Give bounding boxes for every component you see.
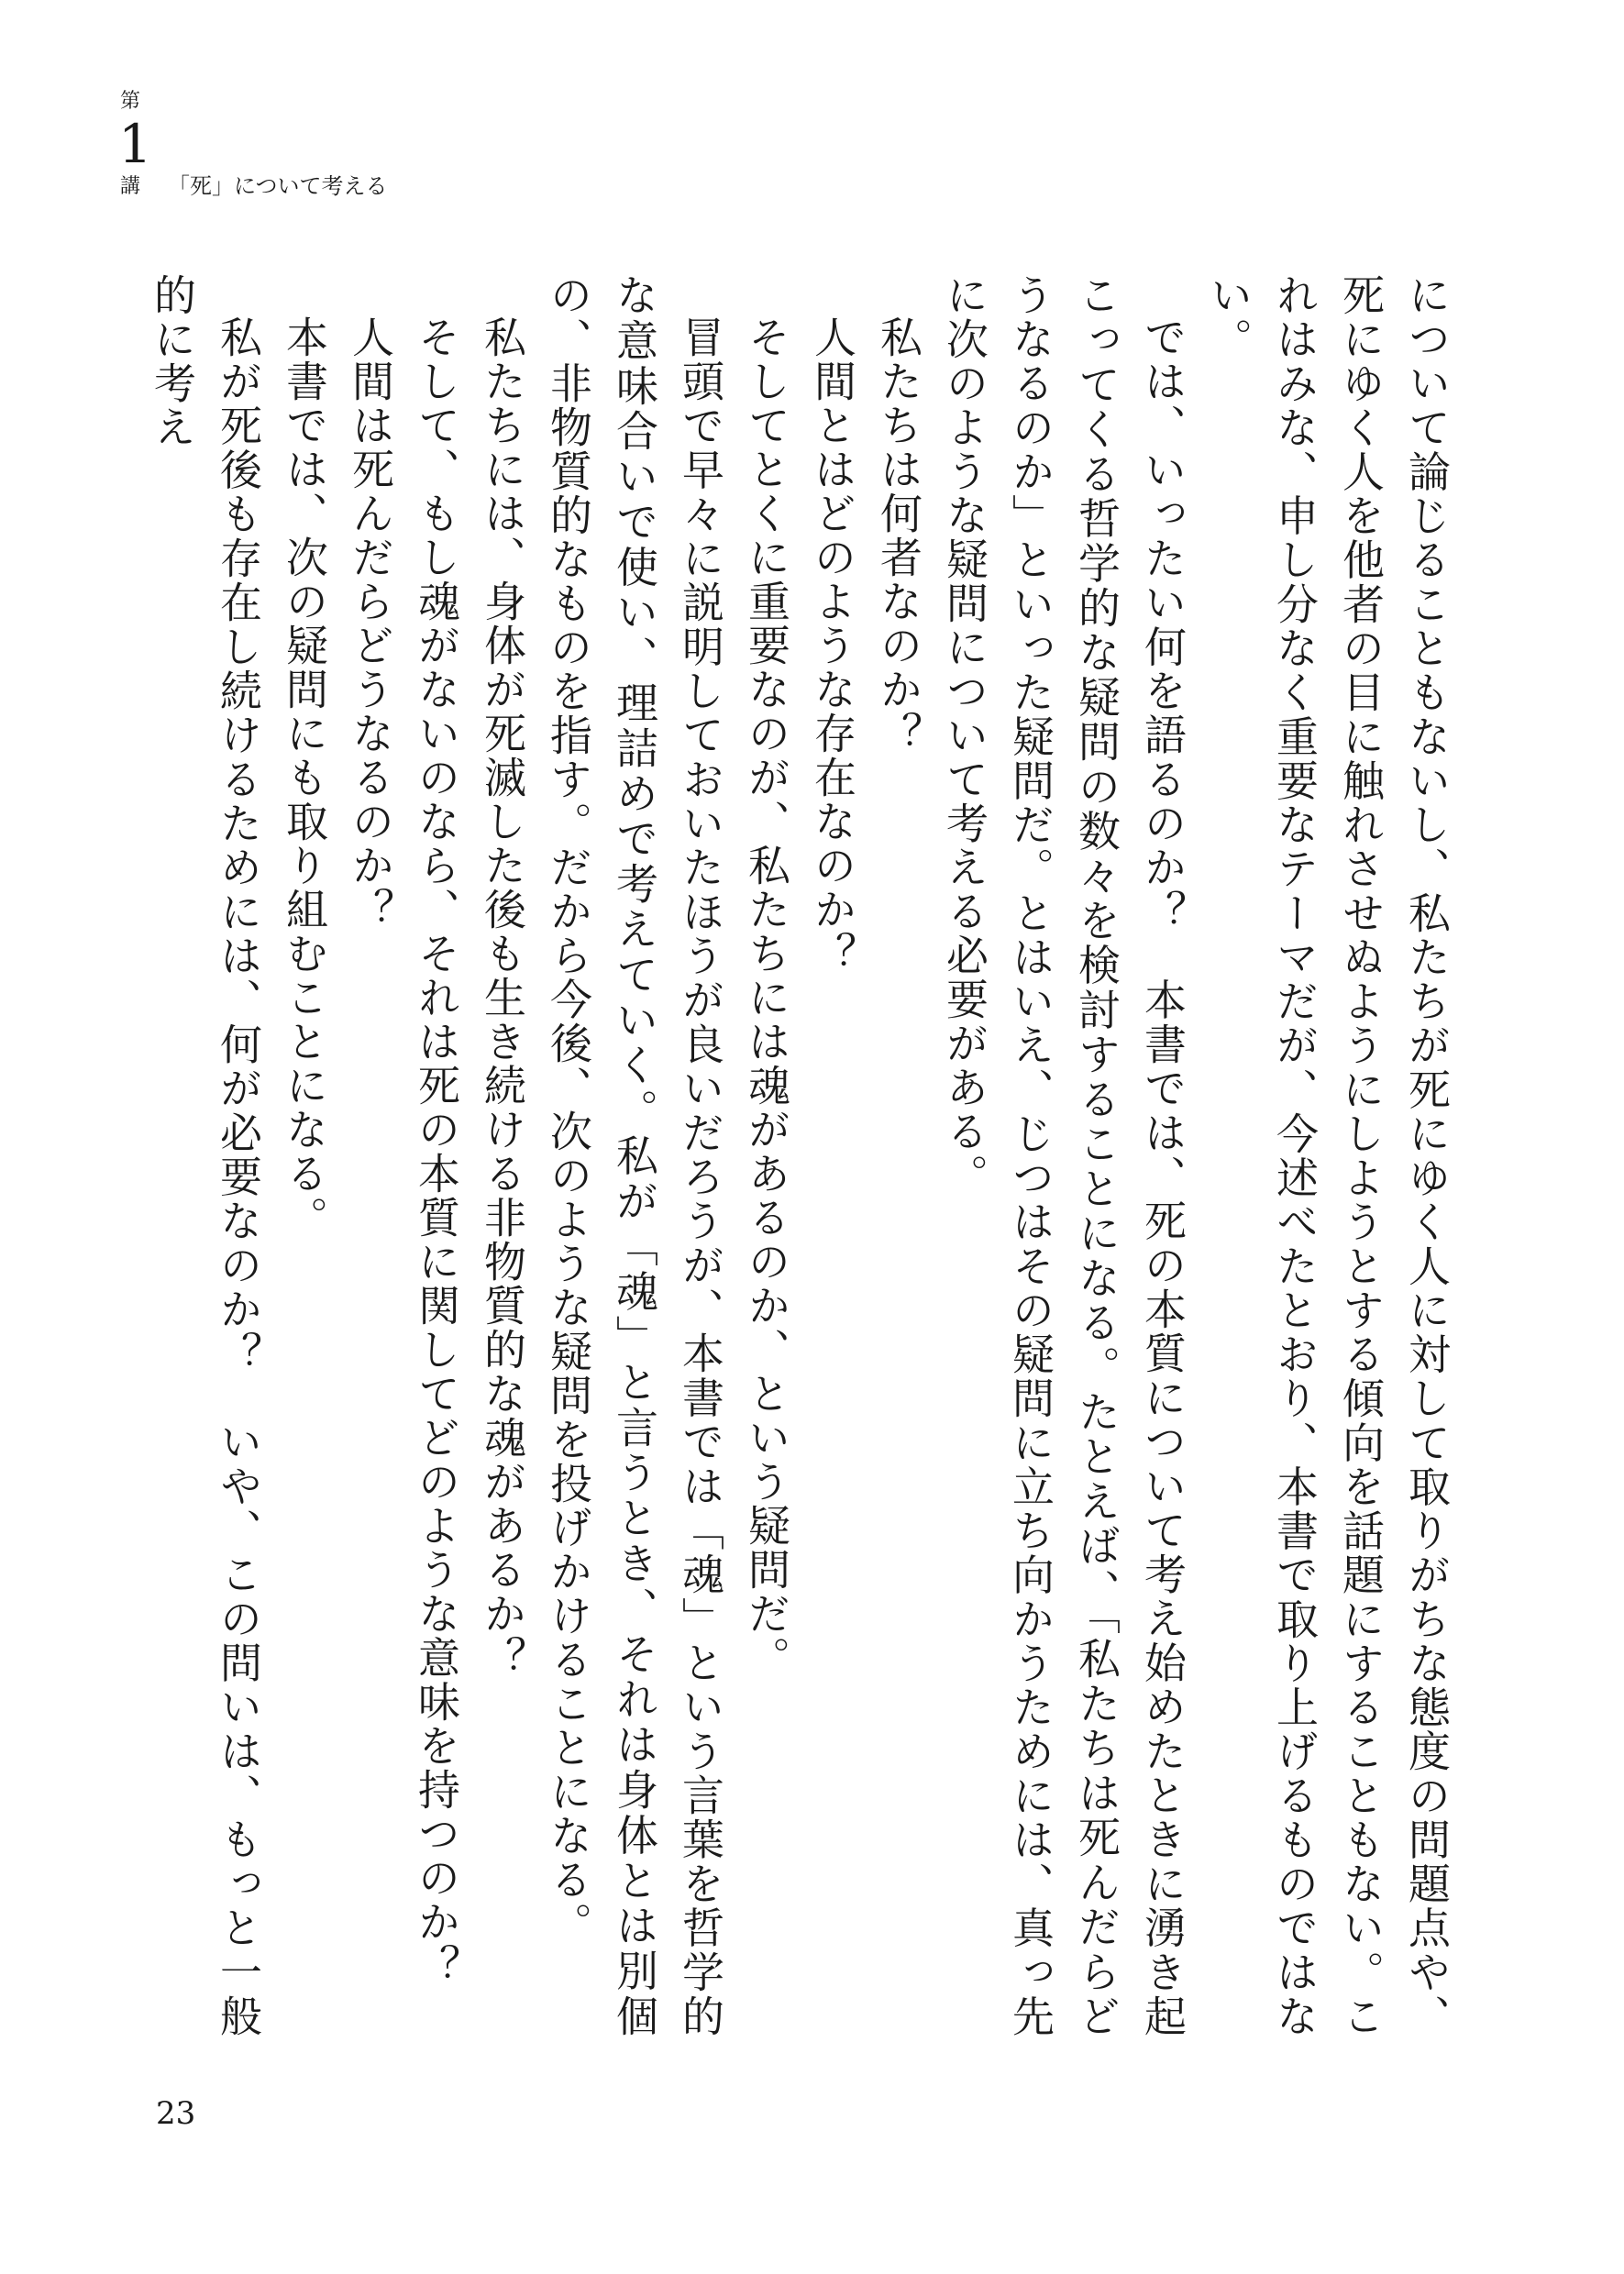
paragraph: 私たちには、身体が死滅した後も生き続ける非物質的な魂があるか？ xyxy=(478,315,527,1680)
paragraph: 私が死後も存在し続けるためには、何が必要なのか？ いや、この問いは、もっと一般的に考え xyxy=(148,273,263,2038)
paragraph: 冒頭で早々に説明しておいたほうが良いだろうが、本書では「魂」という言葉を哲学的な意味合いで使い、理詰めで考えていく。私が「魂」と言うとき、それは身体とは別個の、非物質的なものを指す。だから今後、次のような疑問を投げかけることになる。 xyxy=(544,273,725,2038)
paragraph: 私たちは何者なのか？ xyxy=(874,315,923,756)
chapter-number: 1 xyxy=(118,113,152,175)
paragraph: 人間とはどのような存在なのか？ xyxy=(808,315,857,976)
paragraph: について論じることもないし、私たちが死にゆく人に対して取りがちな態度の問題点や、死にゆく人を他者の目に触れさせぬようにしようとする傾向を話題にすることもない。これはみな、申し分なく重要なテーマだが、今述べたとおり、本書で取り上げるものではない。 xyxy=(1204,273,1452,2038)
paragraph: では、いったい何を語るのか？ 本書では、死の本質について考え始めたときに湧き起こってくる哲学的な疑問の数々を検討することになる。たとえば、「私たちは死んだらどうなるのか」といった疑問だ。とはいえ、じつはその疑問に立ち向かうためには、真っ先に次のような疑問について考える必要がある。 xyxy=(940,273,1188,2038)
chapter-prefix: 第 xyxy=(120,90,141,113)
body-text xyxy=(148,273,1460,2038)
chapter-title: 「死」について考える xyxy=(168,173,388,199)
paragraph: そして、もし魂がないのなら、それは死の本質に関してどのような意味を持つのか？ xyxy=(412,315,461,1988)
chapter-suffix: 講 xyxy=(120,175,141,198)
paragraph: そしてとくに重要なのが、私たちには魂があるのか、という疑問だ。 xyxy=(742,315,791,1680)
paragraph: 本書では、次の疑問にも取り組むことになる。 xyxy=(280,315,329,1240)
page-number: 23 xyxy=(156,2095,196,2132)
paragraph: 人間は死んだらどうなるのか？ xyxy=(346,315,395,932)
running-header xyxy=(115,92,665,220)
